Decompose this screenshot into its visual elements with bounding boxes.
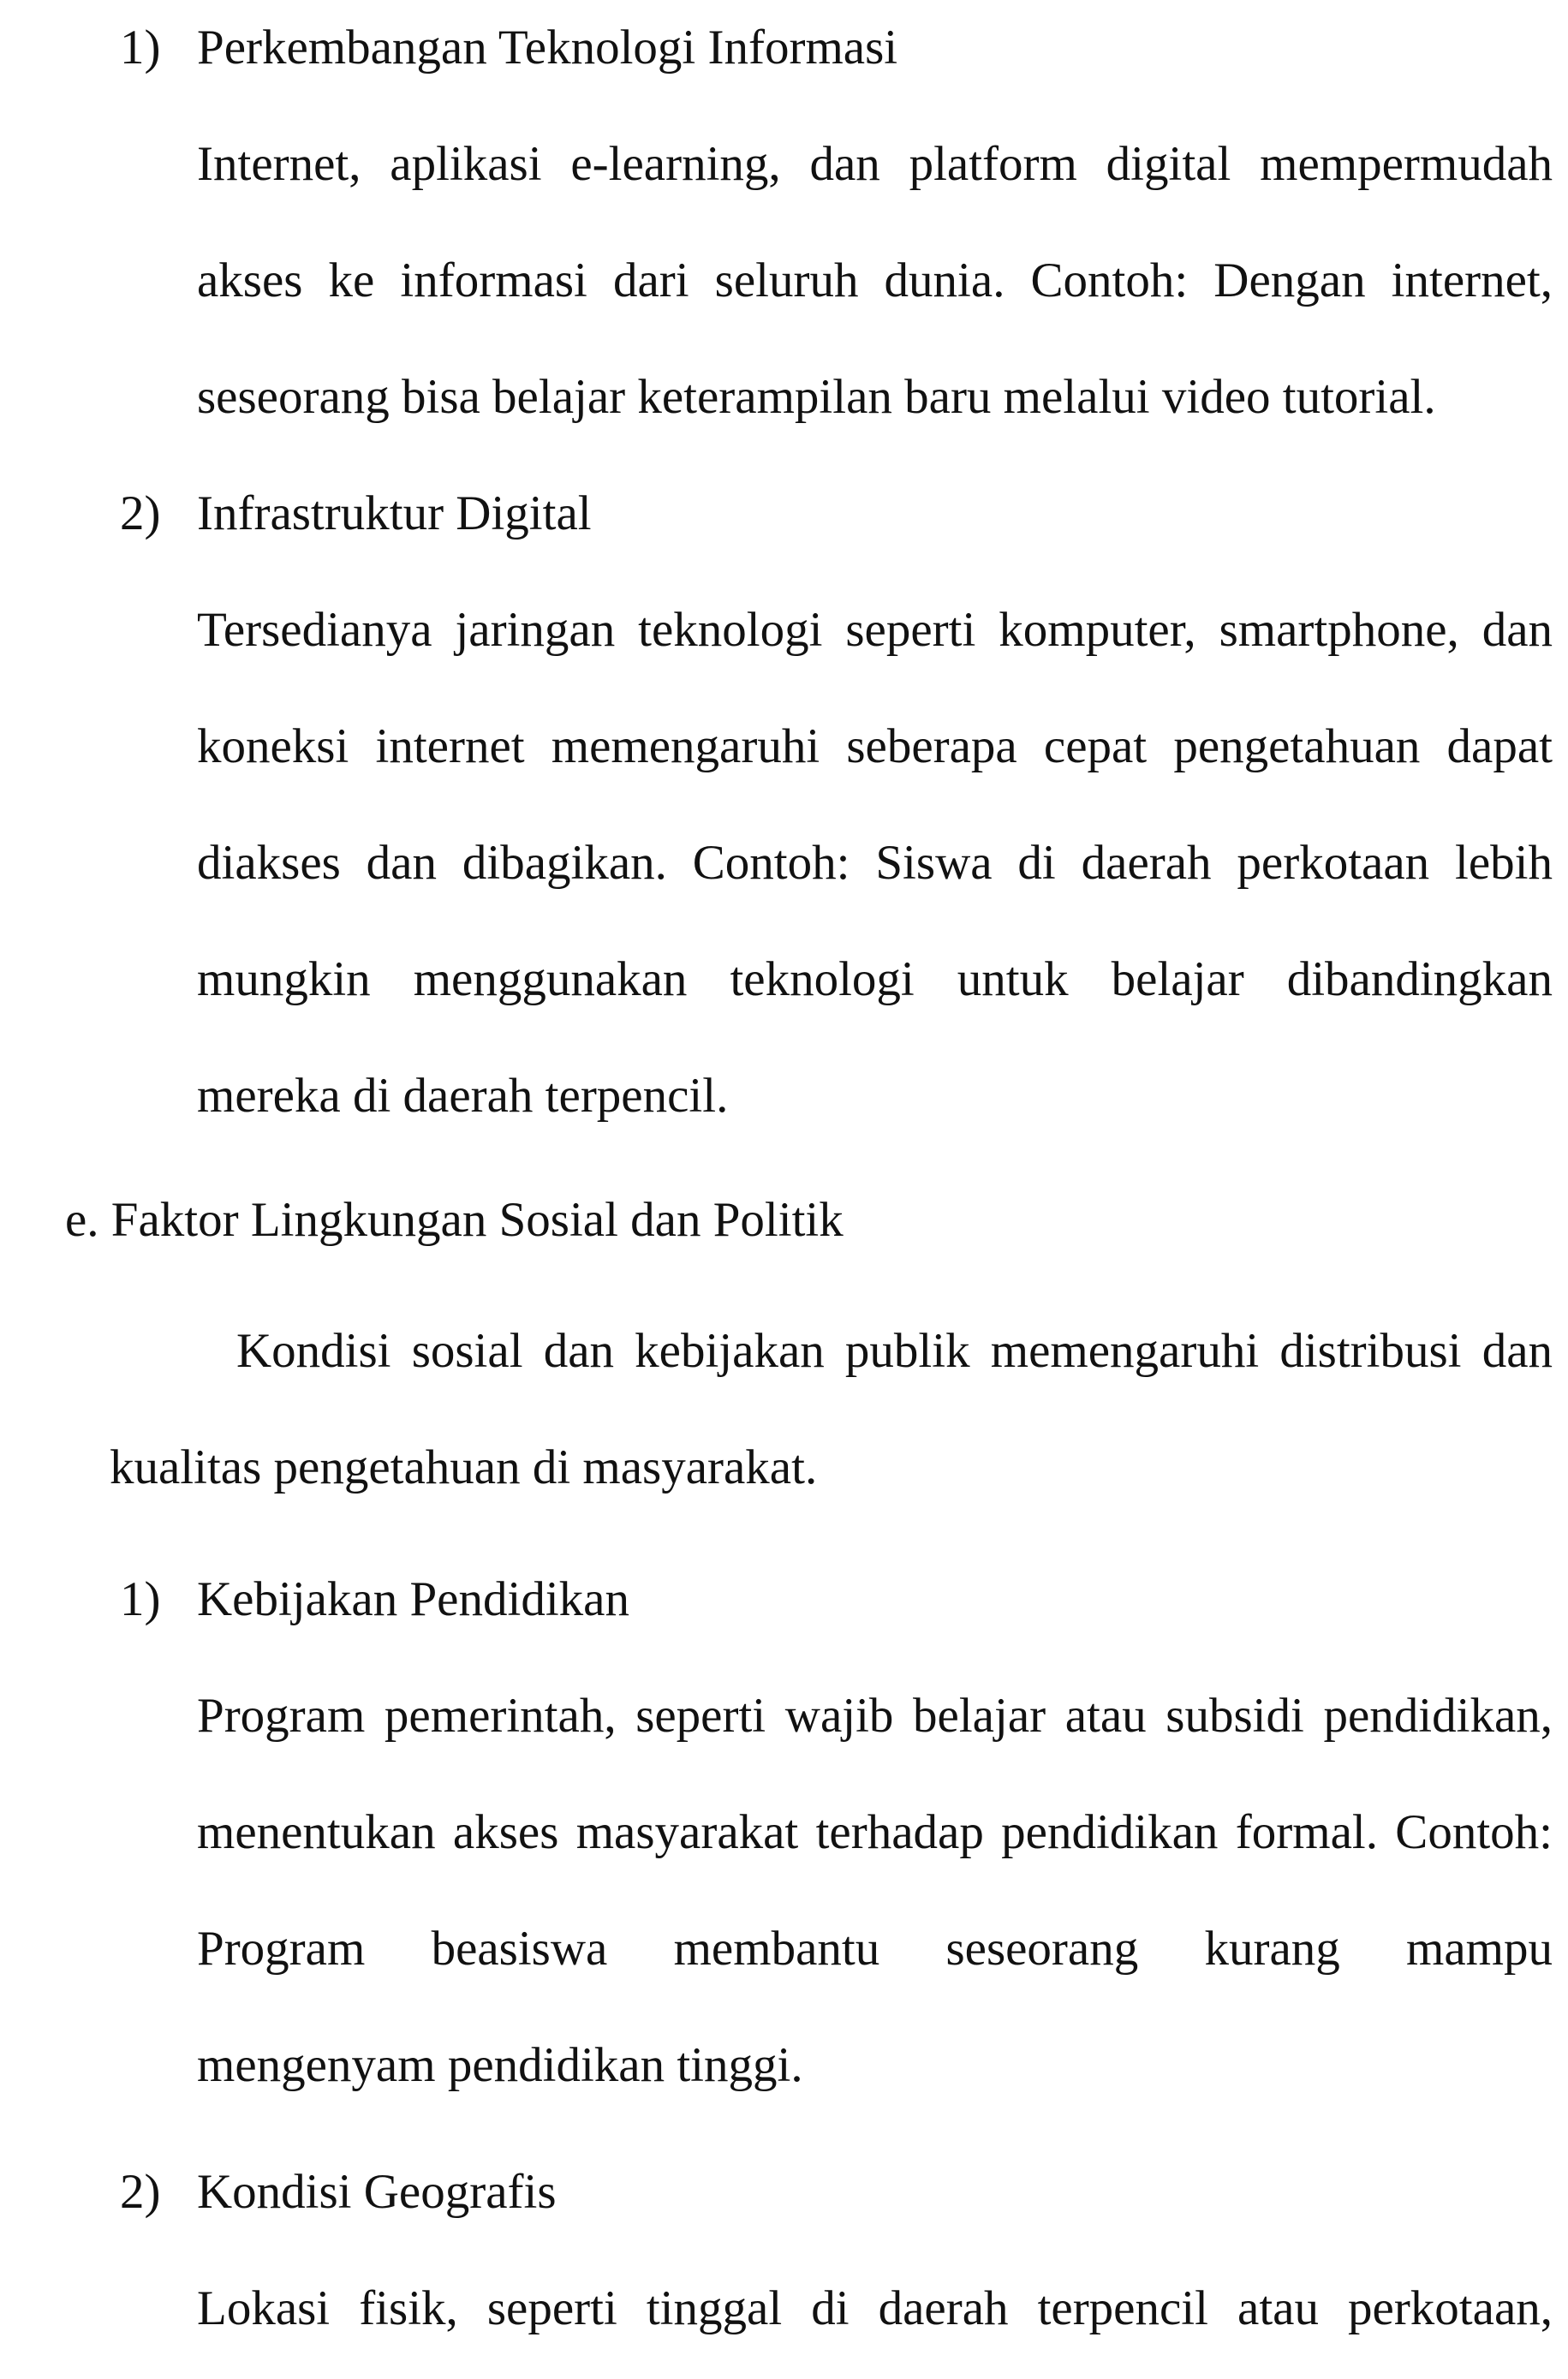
paragraph-line: Program pemerintah, seperti wajib belajar atau subsidi pendidikan, — [197, 1689, 1553, 1743]
paragraph-line: koneksi internet memengaruhi seberapa cepat pengetahuan dapat — [197, 719, 1553, 773]
item-heading: Perkembangan Teknologi Informasi — [197, 21, 898, 75]
intro-paragraph-line: Kondisi sosial dan kebijakan publik memengaruhi distribusi dan — [236, 1324, 1553, 1378]
paragraph-line: Lokasi fisik, seperti tinggal di daerah terpencil atau perkotaan, — [197, 2281, 1553, 2335]
paragraph-line: seseorang bisa belajar keterampilan baru melalui video tutorial. — [197, 370, 1436, 424]
item-heading: Kondisi Geografis — [197, 2165, 557, 2219]
list-number: 2) — [120, 2165, 161, 2219]
paragraph-line: Tersedianya jaringan teknologi seperti komputer, smartphone, dan — [197, 603, 1553, 657]
section-heading: e. Faktor Lingkungan Sosial dan Politik — [65, 1193, 844, 1247]
paragraph-line: mengenyam pendidikan tinggi. — [197, 2038, 803, 2092]
paragraph-line: Program beasiswa membantu seseorang kurang mampu — [197, 1922, 1553, 1976]
paragraph-line: mungkin menggunakan teknologi untuk belajar dibandingkan — [197, 952, 1553, 1006]
item-heading: Infrastruktur Digital — [197, 486, 592, 540]
paragraph-line: mereka di daerah terpencil. — [197, 1069, 729, 1123]
paragraph-line: akses ke informasi dari seluruh dunia. Contoh: Dengan internet, — [197, 253, 1553, 307]
paragraph-line: Internet, aplikasi e-learning, dan platform digital mempermudah — [197, 137, 1553, 191]
paragraph-line: diakses dan dibagikan. Contoh: Siswa di daerah perkotaan lebih — [197, 836, 1553, 890]
paragraph-line: menentukan akses masyarakat terhadap pendidikan formal. Contoh: — [197, 1805, 1553, 1859]
item-heading: Kebijakan Pendidikan — [197, 1572, 629, 1626]
list-number: 1) — [120, 21, 161, 75]
list-number: 1) — [120, 1572, 161, 1626]
intro-paragraph-line: kualitas pengetahuan di masyarakat. — [110, 1440, 818, 1494]
list-number: 2) — [120, 486, 161, 540]
